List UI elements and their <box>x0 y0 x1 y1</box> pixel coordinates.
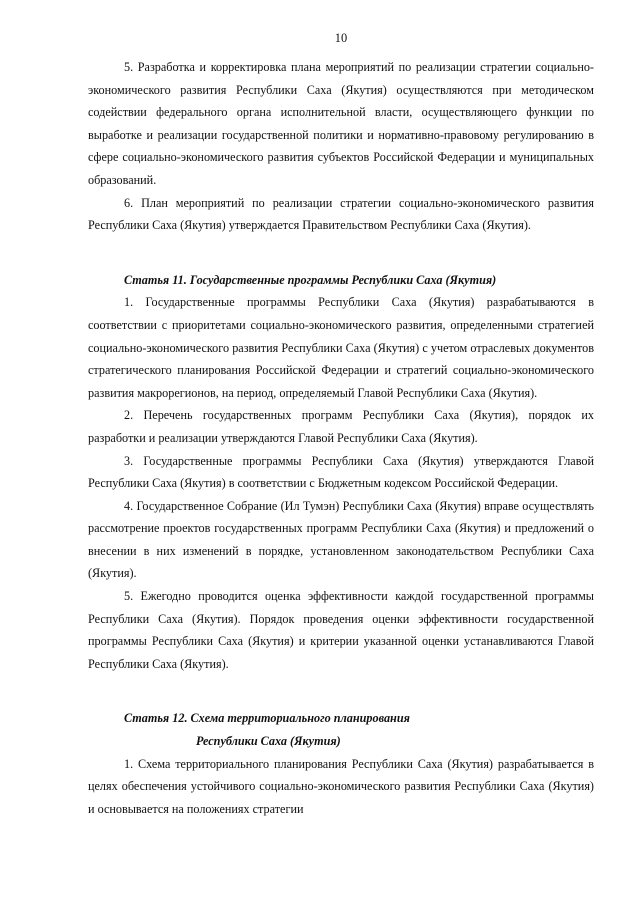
article-11-title: Статья 11. Государственные программы Республики Саха (Якутия) <box>124 272 497 287</box>
article-12 <box>88 707 594 820</box>
paragraph: 4. Государственное Собрание (Ил Тумэн) Республики Саха (Якутия) вправе осуществлять рассмотрение проектов государственных программ Республики Саха (Якутия) и предложений о внесении в них изменений в порядке, установленном законодательством Республики Саха (Якутия). <box>88 498 594 581</box>
article-11 <box>88 269 594 676</box>
paragraph: 1. Государственные программы Республики Саха (Якутия) разрабатываются в соответствии с приоритетами социально-экономического развития, определенными стратегией социально-экономического развития Республики Саха (Якутия) с учетом отраслевых документов стратегического планирования Российской Федерации и стратегий социально-экономического развития макрорегионов, на период, определяемый Главой Республики Саха (Якутия). <box>88 295 594 400</box>
paragraph: 5. Разработка и корректировка плана мероприятий по реализации стратегии социально-экономического развития Республики Саха (Якутия) осуществляются при методическом содействии федерального органа исполнительной власти, осуществляющего функции по выработке и реализации государственной политики и нормативно-правовому регулированию в сфере социально-экономического развития субъектов Российской Федерации и муниципальных образований. <box>88 60 594 187</box>
paragraph: 5. Ежегодно проводится оценка эффективности каждой государственной программы Республики Саха (Якутия). Порядок проведения оценки эффективности государственной программы Республики Саха (Якутия) и критерии указанной оценки устанавливаются Главой Республики Саха (Якутия). <box>88 589 594 671</box>
article-12-title: Статья 12. Схема территориального планирования <box>124 711 410 726</box>
article-12-title-continued: Республики Саха (Якутия) <box>196 734 341 749</box>
page-number: 10 <box>334 31 348 45</box>
paragraph: 1. Схема территориального планирования Республики Саха (Якутия) разрабатывается в целях обеспечения устойчивого социально-экономического развития Республики Саха (Якутия) и основывается на положениях стратегии <box>88 756 594 816</box>
paragraph: 3. Государственные программы Республики Саха (Якутия) утверждаются Главой Республики Саха (Якутия) в соответствии с Бюджетным кодексом Российской Федерации. <box>88 453 594 491</box>
paragraph: 6. План мероприятий по реализации стратегии социально-экономического развития Республики Саха (Якутия) утверждается Правительством Республики Саха (Якутия). <box>88 195 594 233</box>
paragraph: 2. Перечень государственных программ Республики Саха (Якутия), порядок их разработки и реализации утверждаются Главой Республики Саха (Якутия). <box>88 408 594 445</box>
article-10-continuation <box>88 56 594 237</box>
